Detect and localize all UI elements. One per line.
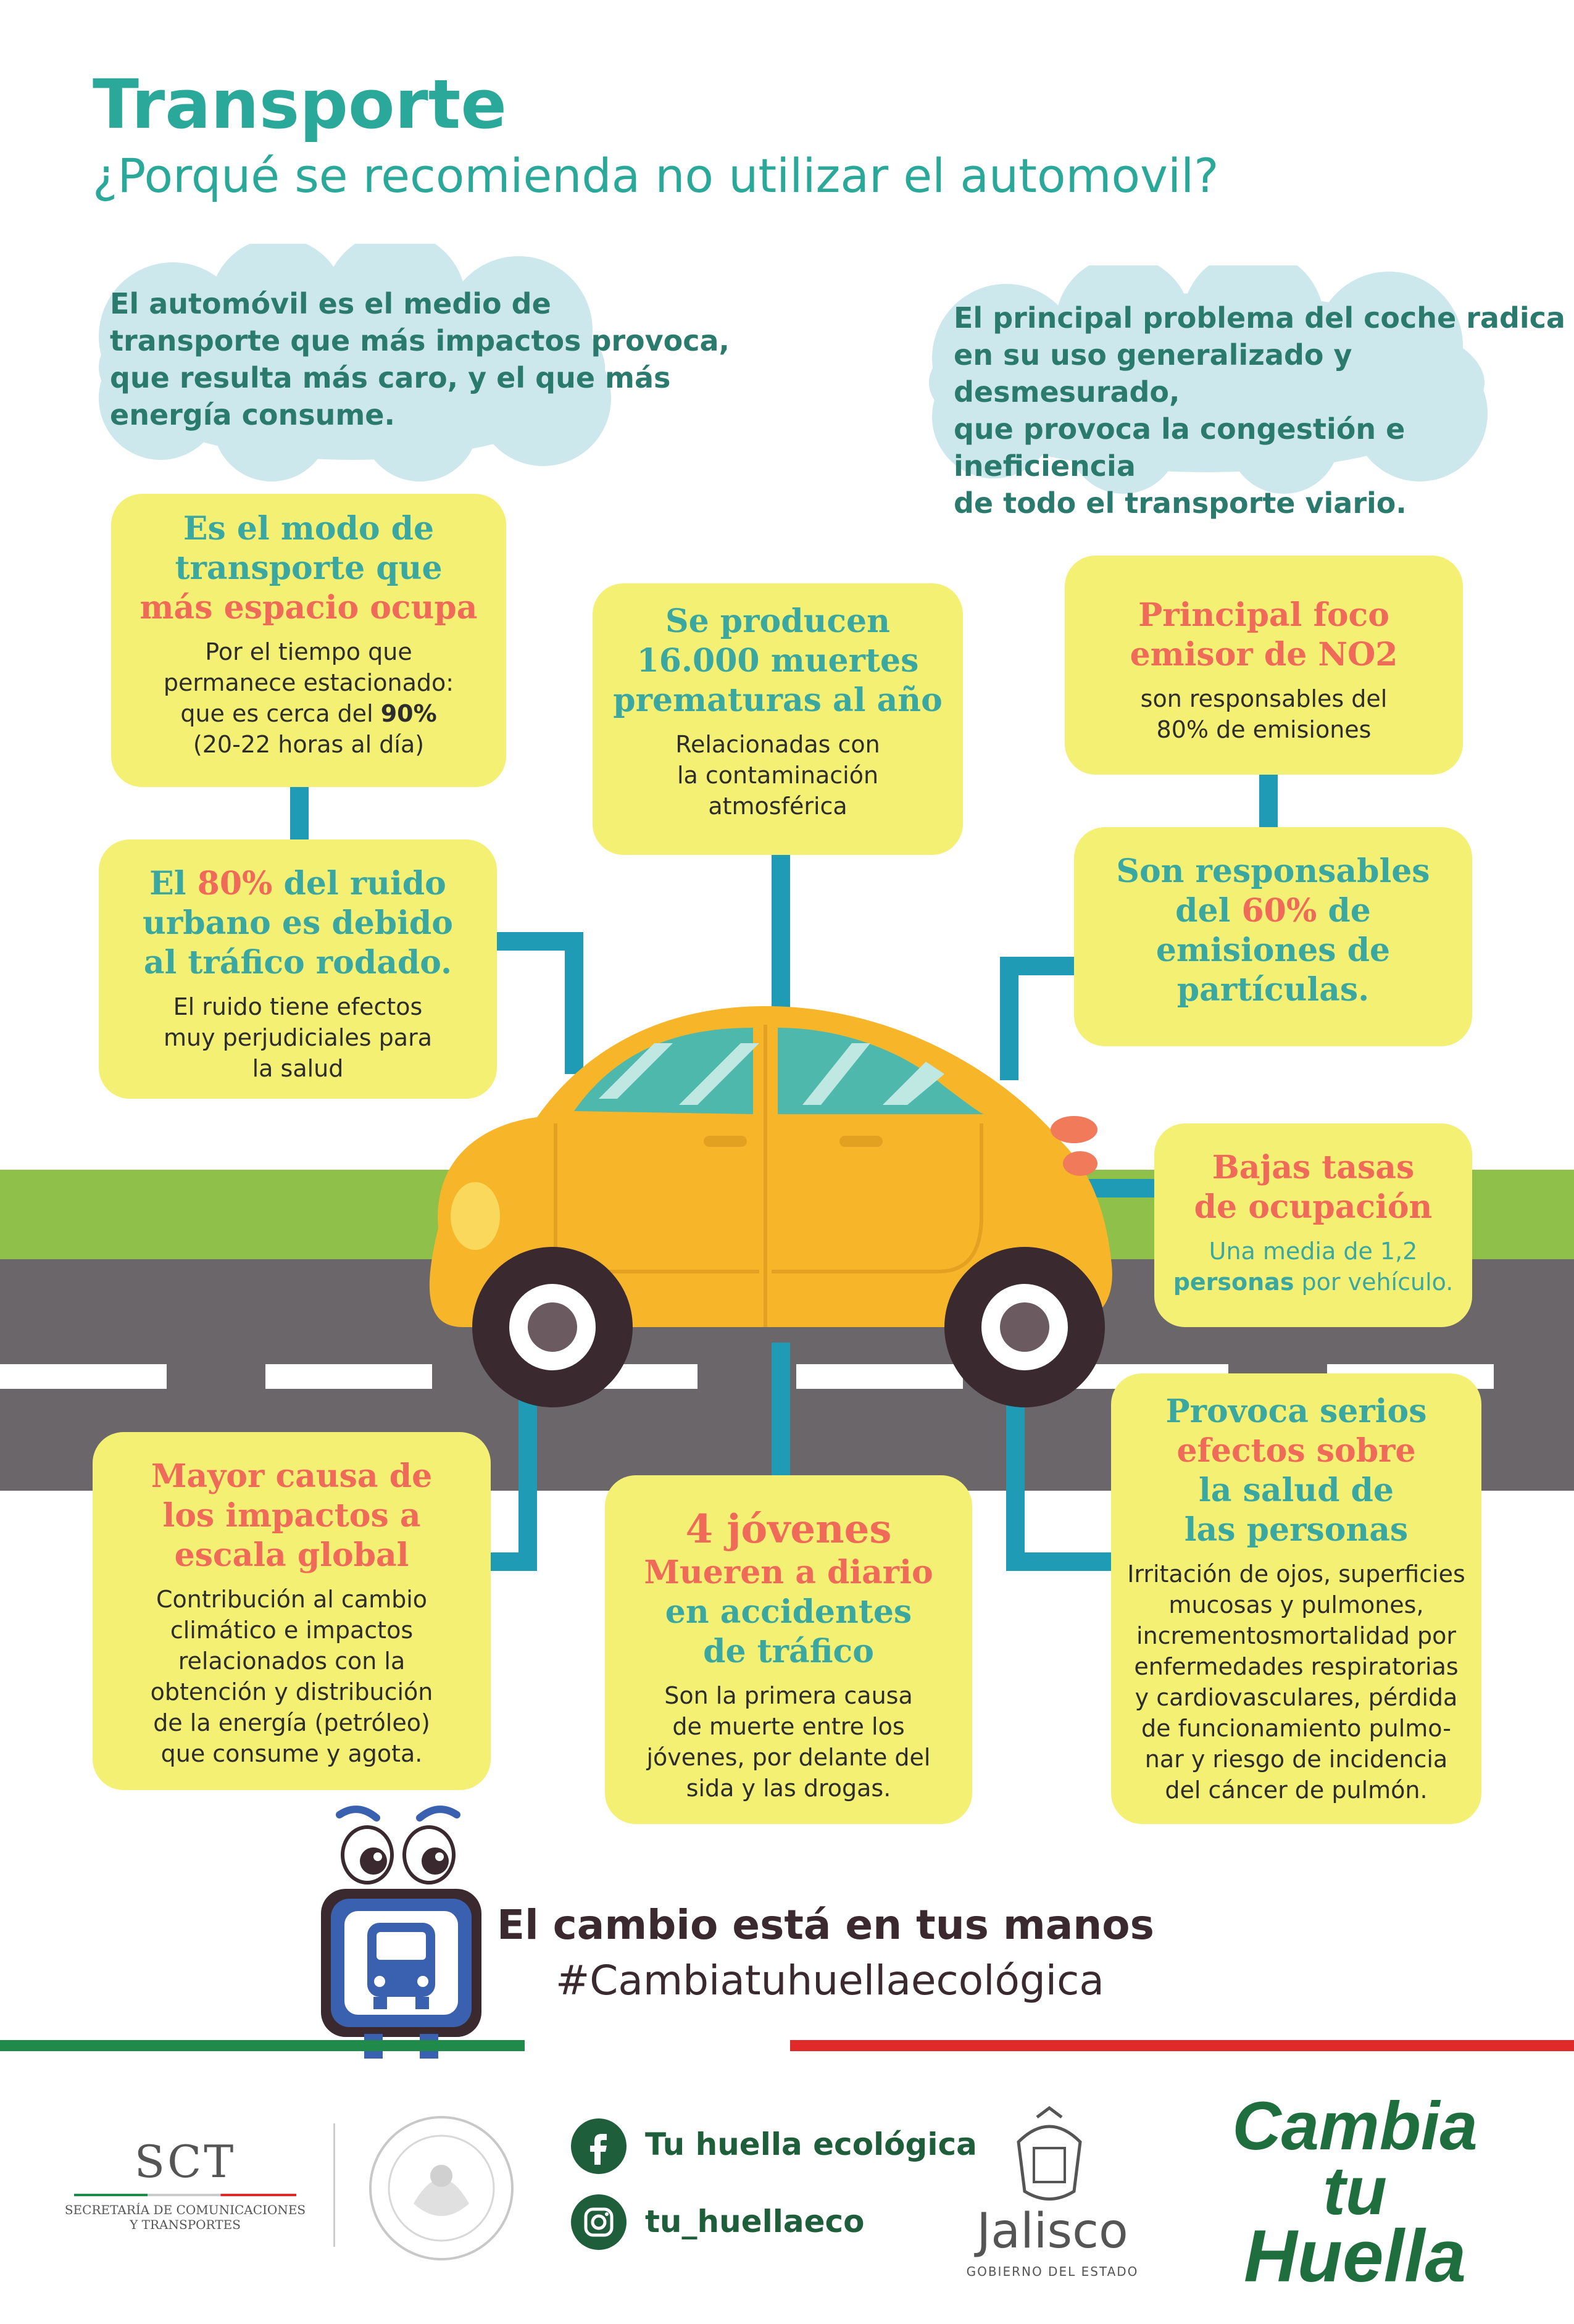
card-body — [1065, 683, 1463, 745]
card-heading-text: del ruido — [272, 865, 446, 902]
flag-stripe-green — [0, 2040, 525, 2051]
card-body-line: climático e impactos — [170, 1617, 414, 1644]
card-emisiones-particulas — [1074, 827, 1472, 1046]
cambia-logo-line: Huella — [1243, 2215, 1467, 2297]
card-body-line: Por el tiempo que — [205, 638, 412, 665]
cloud-left-line: que resulta más caro, y el que más — [110, 361, 671, 394]
card-body-line: muy perjudiciales para — [164, 1024, 432, 1051]
car-illustration — [395, 981, 1154, 1407]
card-body — [93, 1584, 491, 1769]
card-heading: más espacio ocupa — [139, 589, 478, 627]
card-heading: en accidentes — [665, 1593, 912, 1631]
card-heading: Principal foco — [1138, 596, 1389, 634]
card-heading: las personas — [1184, 1511, 1409, 1549]
card-heading-text: El — [149, 865, 198, 902]
cambia-tu-huella-logo — [1210, 2088, 1500, 2297]
sct-logo-subtext: SECRETARÍA DE COMUNICACIONES — [64, 2202, 306, 2217]
hashtag: #Cambiatuhuellaecológica — [556, 1957, 1104, 2004]
card-heading: Es el modo de — [183, 510, 435, 548]
page-title: Transporte — [93, 65, 507, 144]
facebook-handle[interactable]: Tu huella ecológica — [645, 2126, 977, 2162]
card-body-line: Una media de 1,2 — [1209, 1238, 1418, 1265]
card-heading: Bajas tasas — [1212, 1149, 1415, 1186]
card-body — [1111, 1559, 1481, 1805]
cambia-logo-line: tu — [1323, 2153, 1387, 2229]
card-body — [605, 1680, 972, 1804]
sct-logo-text: SCT — [134, 2136, 236, 2188]
card-ruido-urbano — [99, 839, 497, 1099]
instagram-icon[interactable] — [571, 2194, 627, 2250]
slogan: El cambio está en tus manos — [497, 1901, 1154, 1949]
cloud-left-line: El automóvil es el medio de — [110, 287, 551, 320]
card-heading — [99, 864, 497, 904]
card-heading: urbano es debido — [143, 904, 453, 942]
card-heading: Provoca serios — [1165, 1393, 1427, 1430]
sct-logo — [56, 2136, 315, 2232]
national-seal-icon — [364, 2111, 518, 2265]
bus-sign-mascot-icon — [315, 1802, 500, 2062]
card-body-line: Irritación de ojos, superficies — [1127, 1560, 1465, 1588]
footer-divider — [333, 2123, 335, 2247]
card-body-line — [111, 698, 506, 729]
card-heading — [1074, 891, 1472, 931]
card-heading-highlight: 80% — [197, 865, 273, 902]
card-body-highlight: 90% — [380, 700, 437, 727]
card-body-line — [1154, 1267, 1472, 1297]
card-mas-espacio — [111, 494, 506, 787]
card-body-line: de muerte entre los — [672, 1713, 905, 1740]
card-body-text: por vehículo. — [1294, 1268, 1454, 1296]
jalisco-logo-text: Jalisco — [976, 2204, 1128, 2259]
card-body-line: sida y las drogas. — [686, 1775, 891, 1802]
card-heading: efectos sobre — [1176, 1432, 1416, 1470]
cloud-right-line: El principal problema del coche radica — [954, 301, 1565, 335]
card-heading-highlight: 60% — [1241, 892, 1317, 930]
card-body-line: enfermedades respiratorias — [1134, 1653, 1459, 1680]
card-efectos-salud — [1111, 1373, 1481, 1824]
connector-line — [1006, 1552, 1117, 1571]
card-heading: de ocupación — [1194, 1188, 1433, 1226]
instagram-handle[interactable]: tu_huellaeco — [645, 2204, 865, 2239]
cloud-right-line: en su uso generalizado y desmesurado, — [954, 338, 1352, 409]
card-body — [1154, 1236, 1472, 1297]
card-body-line: relacionados con la — [178, 1647, 406, 1675]
page-subtitle: ¿Porqué se recomienda no utilizar el automovil? — [93, 148, 1219, 203]
flag-stripe-red — [790, 2040, 1574, 2051]
card-heading: Mayor causa de — [151, 1457, 433, 1495]
connector-line — [488, 1552, 537, 1571]
cloud-right-text — [954, 299, 1574, 522]
card-body-line: mucosas y pulmones, — [1168, 1591, 1424, 1618]
card-heading: emisiones de — [1156, 931, 1391, 969]
sct-logo-subtext: Y TRANSPORTES — [130, 2217, 241, 2232]
card-body — [99, 991, 497, 1084]
card-body-line: Relacionadas con — [675, 731, 880, 758]
card-heading: Son responsables — [1116, 852, 1430, 890]
facebook-icon[interactable] — [571, 2118, 627, 2174]
card-heading: 4 jóvenes — [685, 1506, 892, 1552]
card-body-line: Contribución al cambio — [156, 1586, 428, 1613]
card-heading: los impactos a — [162, 1497, 421, 1535]
card-heading: partículas. — [1176, 971, 1370, 1009]
card-heading: escala global — [174, 1536, 409, 1574]
card-body-line: la salud — [252, 1055, 344, 1082]
cloud-right-line: que provoca la congestión e ineficiencia — [954, 412, 1405, 483]
card-body-line: 80% de emisiones — [1156, 716, 1372, 743]
jalisco-logo-subtext: GOBIERNO DEL ESTADO — [966, 2264, 1139, 2279]
card-heading: Se producen — [665, 602, 890, 640]
card-heading: 16.000 muertes — [636, 642, 919, 680]
card-body-line: obtención y distribución — [150, 1678, 433, 1706]
cloud-right-line: de todo el transporte viario. — [954, 486, 1407, 520]
cloud-left-text — [110, 285, 730, 433]
card-body-line: y cardiovasculares, pérdida — [1135, 1684, 1458, 1711]
card-body-line: la contaminación — [677, 762, 879, 789]
card-body — [111, 636, 506, 760]
card-body-highlight: personas — [1173, 1268, 1294, 1296]
card-jovenes-accidentes — [605, 1475, 972, 1824]
card-body-line: atmosférica — [708, 793, 847, 820]
card-heading: emisor de NO2 — [1130, 636, 1398, 673]
card-body-line: El ruido tiene efectos — [173, 993, 423, 1020]
card-heading: transporte que — [175, 549, 443, 587]
card-body — [593, 729, 963, 822]
card-bajas-tasas-ocupacion — [1154, 1123, 1472, 1327]
card-heading: Mueren a diario — [644, 1554, 933, 1591]
cloud-left-line: transporte que más impactos provoca, — [110, 324, 730, 357]
card-body-line: de funcionamiento pulmo- — [1141, 1715, 1451, 1742]
card-heading: de tráfico — [703, 1633, 874, 1670]
cambia-logo-line: Cambia — [1232, 2088, 1478, 2164]
card-body-line: permanece estacionado: — [163, 669, 454, 696]
card-heading-text: de — [1317, 892, 1371, 930]
card-body-line: (20-22 horas al día) — [193, 731, 425, 758]
card-body-line: de la energía (petróleo) — [153, 1709, 430, 1736]
card-body-line: del cáncer de pulmón. — [1165, 1776, 1428, 1804]
cloud-left-line: energía consume. — [110, 398, 395, 431]
card-body-line: son responsables del — [1140, 685, 1388, 712]
card-emisor-no2 — [1065, 556, 1463, 775]
card-heading: prematuras al año — [613, 681, 943, 719]
sct-logo-divider — [74, 2194, 296, 2196]
card-impactos-globales — [93, 1432, 491, 1790]
card-heading-text: del — [1175, 892, 1242, 930]
flag-stripe-white — [525, 2040, 790, 2051]
card-heading: la salud de — [1199, 1472, 1394, 1509]
card-body-line: que consume y agota. — [160, 1740, 423, 1767]
card-muertes-prematuras — [593, 583, 963, 855]
card-body-line: incrementosmortalidad por — [1136, 1622, 1456, 1649]
card-body-text: que es cerca del — [180, 700, 381, 727]
jalisco-crest-icon — [1000, 2105, 1099, 2210]
card-body-line: nar y riesgo de incidencia — [1144, 1746, 1448, 1773]
card-body-line: Son la primera causa — [664, 1682, 913, 1709]
card-body-line: jóvenes, por delante del — [646, 1744, 931, 1771]
card-heading: al tráfico rodado. — [143, 944, 452, 981]
